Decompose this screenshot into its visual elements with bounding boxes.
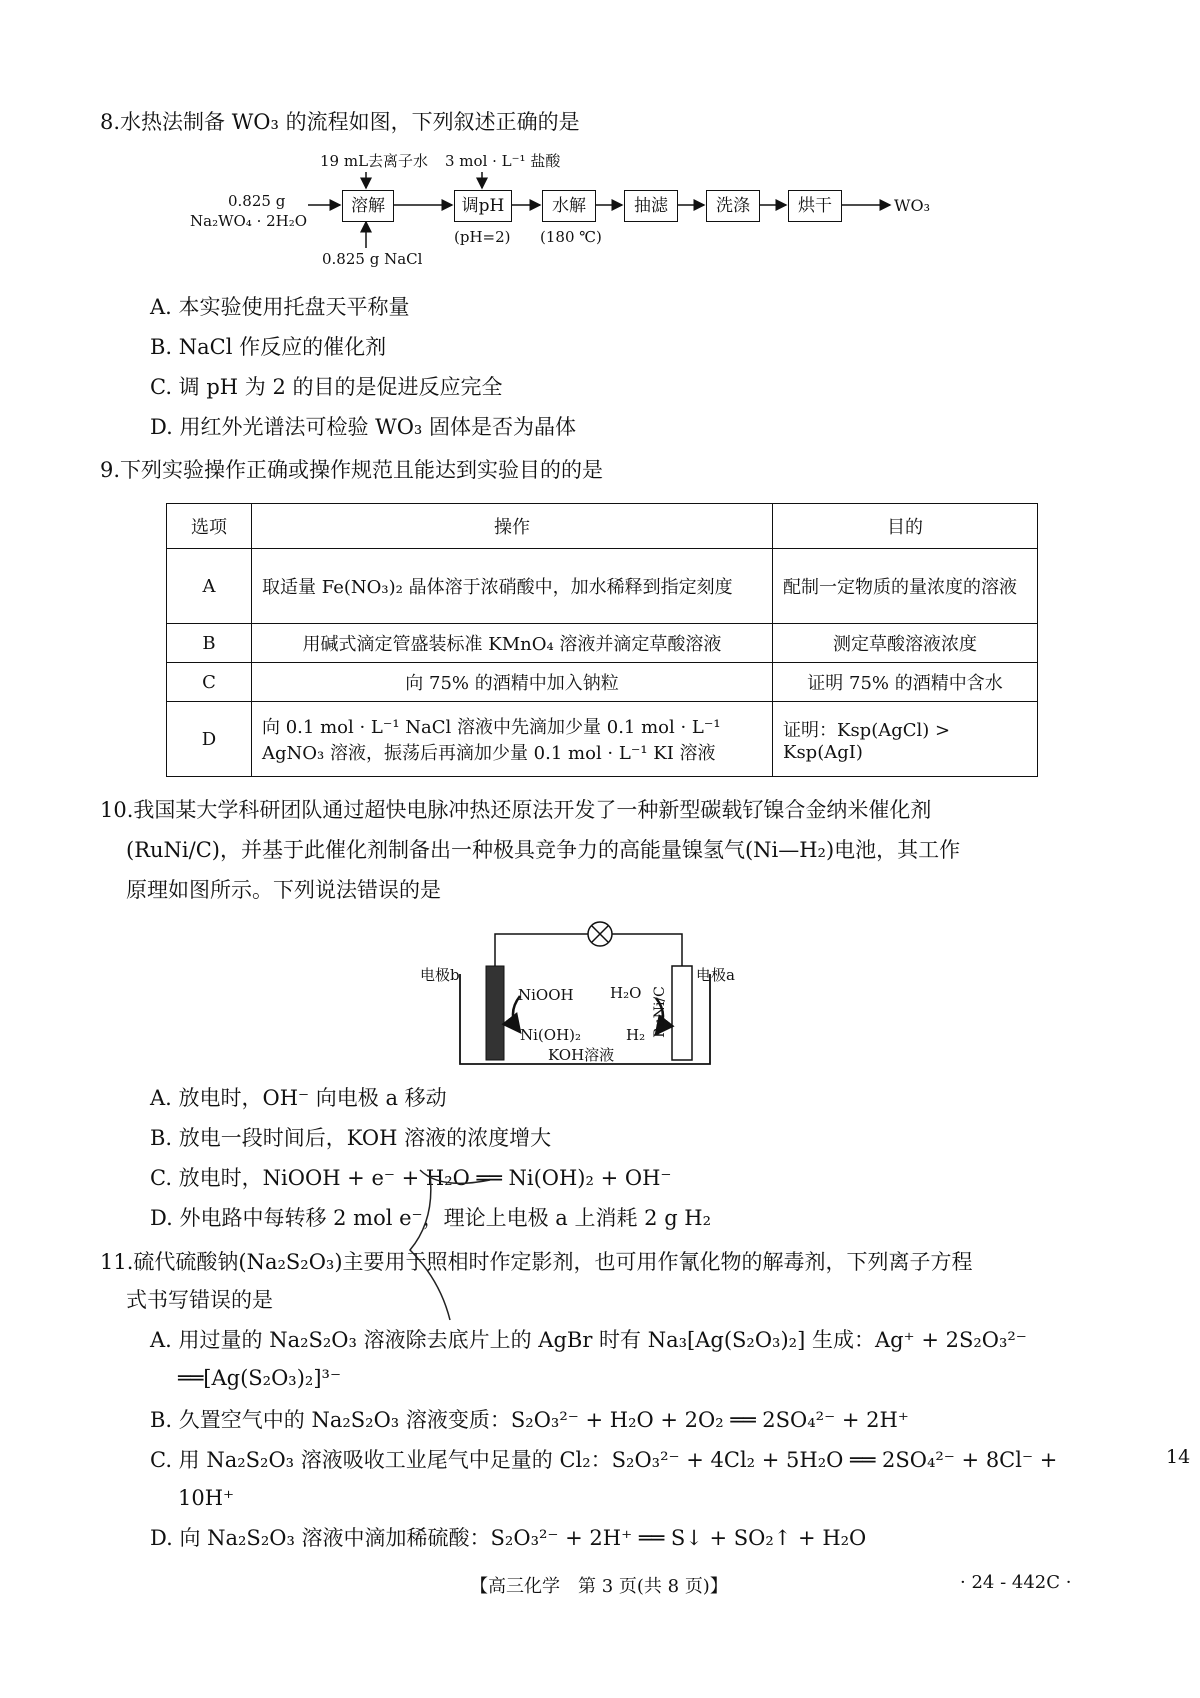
koh-label: KOH溶液 [548, 1046, 615, 1064]
q11-option-a: A. 用过量的 Na₂S₂O₃ 溶液除去底片上的 AgBr 时有 Na₃[Ag(S₂O₃)₂] 生成：Ag⁺ + 2S₂O₃²⁻ [150, 1328, 1027, 1352]
margin-number: 14 [1166, 1446, 1191, 1468]
q11-option-b: B. 久置空气中的 Na₂S₂O₃ 溶液变质：S₂O₃²⁻ + H₂O + 2O₂ ══ 2SO₄²⁻ + 2H⁺ [150, 1408, 909, 1432]
q10-title-line1: 10.我国某大学科研团队通过超快电脉冲热还原法开发了一种新型碳载钌镍合金纳米催化剂 [100, 798, 932, 822]
table-row [167, 624, 1038, 663]
step-adjust-ph: 调pH [454, 190, 512, 222]
row-goal: 测定草酸溶液浓度 [773, 624, 1038, 663]
q10-option-d: D. 外电路中每转移 2 mol e⁻，理论上电极 a 上消耗 2 g H₂ [150, 1206, 712, 1230]
q11-option-d: D. 向 Na₂S₂O₃ 溶液中滴加稀硫酸：S₂O₃²⁻ + 2H⁺ ══ S↓ + SO₂↑ + H₂O [150, 1526, 867, 1550]
row-operation: 取适量 Fe(NO₃)₂ 晶体溶于浓硝酸中，加水稀释到指定刻度 [252, 549, 773, 624]
page-footer: 【高三化学 第 3 页(共 8 页)】 [470, 1576, 728, 1597]
ph-condition: (pH=2) [454, 228, 511, 246]
row-goal: 配制一定物质的量浓度的溶液 [773, 549, 1038, 624]
row-operation: 向 75% 的酒精中加入钠粒 [252, 663, 773, 702]
q9-table [166, 503, 1038, 777]
q8-flowchart [190, 150, 950, 280]
q11-title-line1: 11.硫代硫酸钠(Na₂S₂O₃)主要用于照相时作定影剂，也可用作氰化物的解毒剂，下列离子方程 [100, 1250, 973, 1274]
row-option: C [167, 663, 252, 702]
reagent-nacl: 0.825 g NaCl [322, 250, 423, 268]
table-row [167, 549, 1038, 624]
header-goal: 目的 [773, 504, 1038, 549]
q11-option-c: C. 用 Na₂S₂O₃ 溶液吸收工业尾气中足量的 Cl₂：S₂O₃²⁻ + 4Cl₂ + 5H₂O ══ 2SO₄²⁻ + 8Cl⁻ + [150, 1448, 1058, 1472]
electrode-b-label: 电极b [420, 966, 460, 984]
exam-code: · 24 - 442C · [960, 1572, 1072, 1593]
q8-option-a: A. 本实验使用托盘天平称量 [150, 295, 410, 319]
electrode-a-label: 电极a [696, 966, 735, 984]
product: WO₃ [894, 196, 930, 215]
q8-option-c: C. 调 pH 为 2 的目的是促进反应完全 [150, 375, 503, 399]
q10-cell-diagram [420, 914, 740, 1074]
q9-title: 9.下列实验操作正确或操作规范且能达到实验目的的是 [100, 458, 604, 482]
q11-option-c-cont: 10H⁺ [178, 1486, 235, 1510]
h2-label: H₂ [626, 1026, 646, 1044]
runi-label: RuNi/C [651, 986, 668, 1038]
step-filter: 抽滤 [624, 190, 678, 222]
step-hydrolysis: 水解 [542, 190, 596, 222]
q11-option-a-cont: ══[Ag(S₂O₃)₂]³⁻ [178, 1366, 342, 1390]
reagent-hcl: 3 mol · L⁻¹ 盐酸 [445, 152, 561, 170]
q11-title-line2: 式书写错误的是 [126, 1288, 273, 1312]
q8-title: 8.水热法制备 WO₃ 的流程如图，下列叙述正确的是 [100, 110, 580, 134]
start-mass: 0.825 g [228, 192, 286, 210]
h2o-label: H₂O [610, 984, 642, 1002]
temp-condition: (180 ℃) [540, 228, 602, 246]
header-option: 选项 [167, 504, 252, 549]
row-goal: 证明 75% 的酒精中含水 [773, 663, 1038, 702]
row-option: B [167, 624, 252, 663]
row-operation: 用碱式滴定管盛装标准 KMnO₄ 溶液并滴定草酸溶液 [252, 624, 773, 663]
q10-option-a: A. 放电时，OH⁻ 向电极 a 移动 [150, 1086, 447, 1110]
q10-title-line2: (RuNi/C)，并基于此催化剂制备出一种极具竞争力的高能量镍氢气(Ni—H₂)电池，其工作 [126, 838, 961, 862]
q10-option-b: B. 放电一段时间后，KOH 溶液的浓度增大 [150, 1126, 552, 1150]
row-goal: 证明：Ksp(AgCl) > Ksp(AgI) [773, 702, 1038, 777]
pen-mark [380, 1160, 560, 1330]
niooh-label: NiOOH [518, 986, 574, 1004]
nioh2-label: Ni(OH)₂ [520, 1026, 582, 1044]
step-wash: 洗涤 [706, 190, 760, 222]
q10-option-c: C. 放电时，NiOOH + e⁻ + H₂O ══ Ni(OH)₂ + OH⁻ [150, 1166, 672, 1190]
header-operation: 操作 [252, 504, 773, 549]
step-dissolve: 溶解 [342, 190, 394, 222]
reagent-water: 19 mL去离子水 [320, 152, 429, 170]
step-dry: 烘干 [788, 190, 842, 222]
row-option: A [167, 549, 252, 624]
q8-option-b: B. NaCl 作反应的催化剂 [150, 335, 387, 359]
start-formula: Na₂WO₄ · 2H₂O [190, 212, 308, 230]
table-row [167, 702, 1038, 777]
table-row [167, 663, 1038, 702]
row-option: D [167, 702, 252, 777]
q10-title-line3: 原理如图所示。下列说法错误的是 [126, 878, 441, 902]
row-operation: 向 0.1 mol · L⁻¹ NaCl 溶液中先滴加少量 0.1 mol · L⁻¹ AgNO₃ 溶液，振荡后再滴加少量 0.1 mol · L⁻¹ KI 溶液 [252, 702, 773, 777]
q8-option-d: D. 用红外光谱法可检验 WO₃ 固体是否为晶体 [150, 415, 577, 439]
